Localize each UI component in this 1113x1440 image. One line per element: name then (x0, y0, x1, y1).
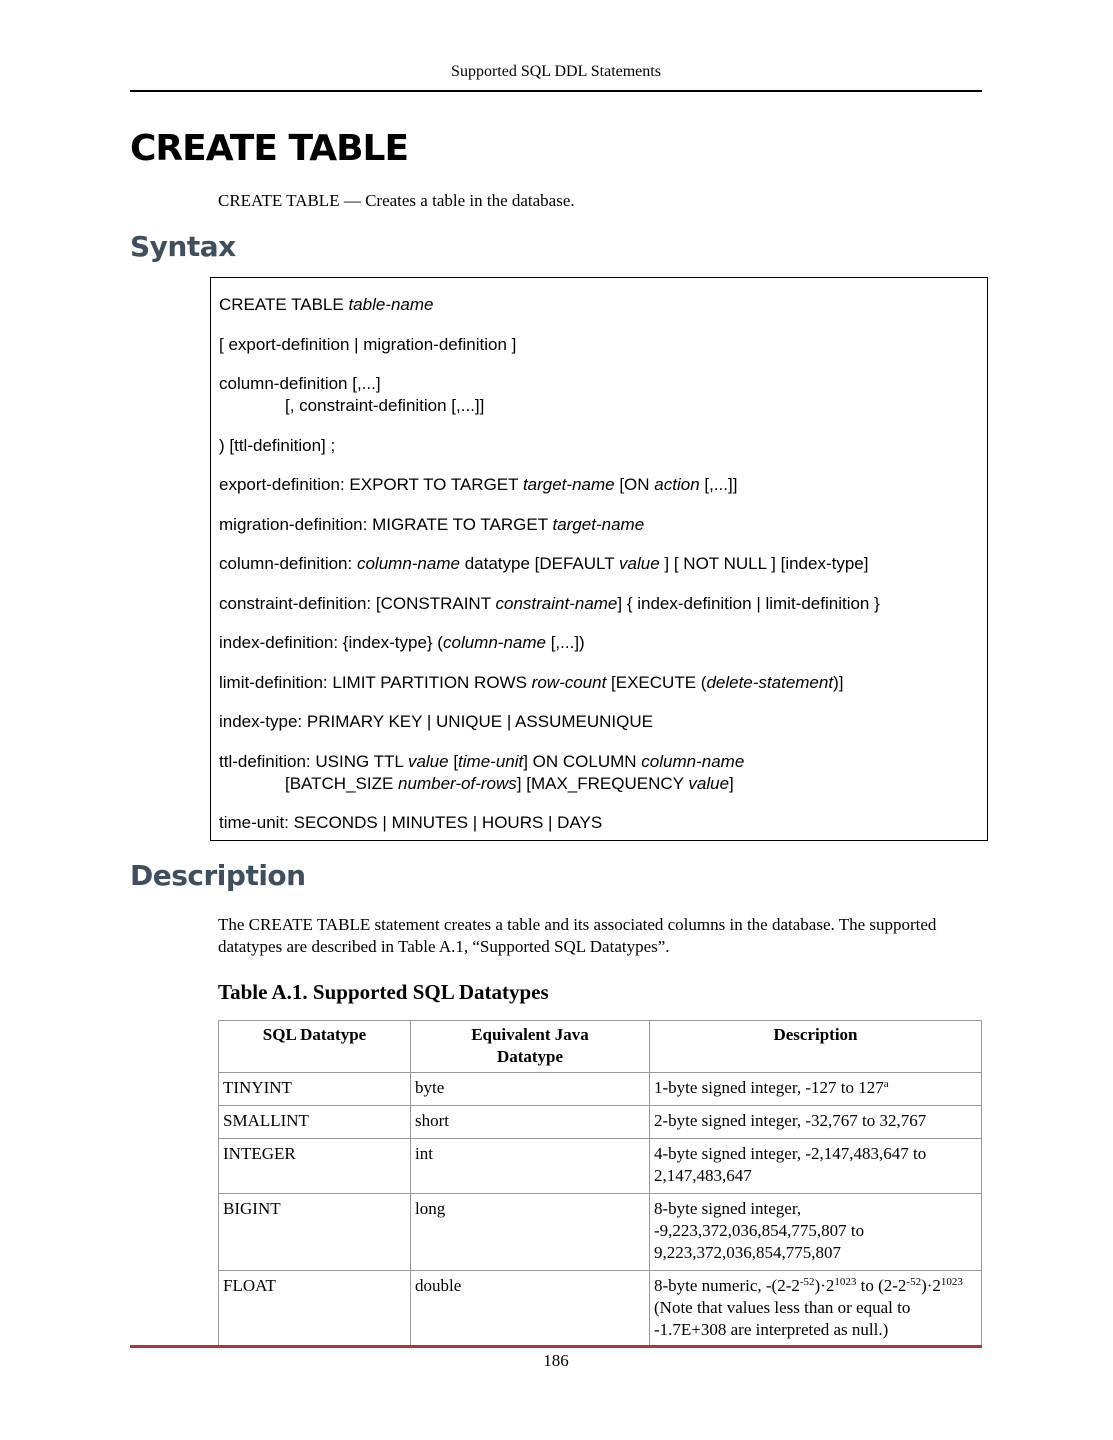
placeholder-term: column-name (442, 633, 546, 652)
table-row (219, 1073, 982, 1106)
header-rule (130, 90, 982, 92)
text-segment: ] ON COLUMN (523, 751, 642, 771)
placeholder-term: value (688, 773, 730, 793)
text-segment: 1-byte signed integer, -127 to 127 (654, 1078, 884, 1097)
syntax-line (219, 553, 987, 575)
syntax-text (219, 752, 744, 771)
cell-description (650, 1194, 982, 1271)
text-segment: [, constraint-definition [,...]] (285, 396, 485, 415)
text-segment: ] [ NOT NULL ] [index-type] (659, 554, 869, 573)
table-row (219, 1139, 982, 1194)
superscript: 1023 (834, 1276, 857, 1288)
text-segment: index-type: PRIMARY KEY | UNIQUE | ASSUMEUNIQUE (219, 712, 653, 731)
syntax-heading: Syntax (130, 230, 236, 263)
text-segment: 8-byte signed integer, -9,223,372,036,854,775,807 to 9,223,372,036,854,775,807 (654, 1199, 865, 1262)
cell-java-datatype: int (411, 1139, 650, 1194)
placeholder-term: delete-statement (706, 672, 834, 692)
placeholder-term: row-count (531, 672, 607, 692)
text-segment: ] (729, 773, 734, 793)
placeholder-term: value (407, 751, 449, 771)
text-segment: ttl-definition: USING TTL (219, 751, 408, 771)
placeholder-term: column-name (641, 751, 745, 771)
cell-description (650, 1271, 982, 1348)
table-header-row (219, 1021, 982, 1073)
syntax-text (219, 374, 381, 393)
cell-description (650, 1106, 982, 1139)
table-row (219, 1106, 982, 1139)
text-segment: column-definition [,...] (219, 374, 381, 393)
datatypes-table (218, 1020, 982, 1348)
placeholder-term: number-of-rows (398, 773, 517, 793)
description-paragraph: The CREATE TABLE statement creates a table and its associated columns in the database. The supported datatypes are described in Table A.1, “Supported SQL Datatypes”. (218, 915, 937, 956)
text-segment: 2-byte signed integer, -32,767 to 32,767 (654, 1111, 927, 1130)
syntax-continuation (219, 773, 987, 795)
table-row (219, 1194, 982, 1271)
placeholder-term: table-name (348, 295, 434, 314)
cell-java-datatype: short (411, 1106, 650, 1139)
text-segment: 4-byte signed integer, -2,147,483,647 to 2,147,483,647 (654, 1144, 927, 1185)
table-caption: Table A.1. Supported SQL Datatypes (218, 980, 549, 1004)
cell-java-datatype: long (411, 1194, 650, 1271)
syntax-text (219, 436, 335, 455)
text-segment: [,...]] (699, 475, 738, 494)
text-segment: )] (833, 672, 844, 692)
cell-java-datatype: double (411, 1271, 650, 1348)
syntax-line (219, 672, 987, 694)
text-segment: constraint-definition: [CONSTRAINT (219, 593, 496, 613)
cell-sql-datatype: SMALLINT (219, 1106, 411, 1139)
syntax-line (219, 812, 987, 834)
syntax-text (219, 515, 644, 534)
text-segment: [ON (614, 475, 655, 494)
text-segment: [EXECUTE ( (606, 672, 707, 692)
syntax-text (219, 594, 880, 613)
superscript: a (883, 1078, 889, 1090)
text-segment: export-definition: EXPORT TO TARGET (219, 475, 523, 494)
superscript: 1023 (940, 1276, 963, 1288)
superscript: -52 (906, 1276, 922, 1288)
page-title: CREATE TABLE (130, 128, 409, 169)
syntax-line (219, 435, 987, 457)
text-segment: time-unit: SECONDS | MINUTES | HOURS | DAYS (219, 813, 603, 832)
syntax-text (219, 813, 602, 832)
text-segment: [ export-definition | migration-definition ] (219, 334, 517, 354)
syntax-text (219, 475, 737, 494)
syntax-line (219, 294, 987, 316)
text-segment: ] { index-definition | limit-definition } (617, 593, 880, 613)
syntax-line (219, 474, 987, 496)
placeholder-term: constraint-name (495, 593, 618, 613)
text-segment: )·2 (814, 1276, 835, 1295)
cell-sql-datatype: INTEGER (219, 1139, 411, 1194)
syntax-text (219, 633, 585, 652)
text-segment: migration-definition: MIGRATE TO TARGET (219, 514, 553, 534)
table-row (219, 1271, 982, 1348)
placeholder-term: value (619, 554, 660, 573)
syntax-line (219, 711, 987, 733)
text-segment: ] [MAX_FREQUENCY (516, 773, 689, 793)
syntax-line (219, 373, 987, 417)
running-header: Supported SQL DDL Statements (451, 63, 661, 80)
text-segment: CREATE TABLE (219, 295, 349, 314)
syntax-continuation (219, 395, 987, 417)
cell-sql-datatype: TINYINT (219, 1073, 411, 1106)
text-segment: [BATCH_SIZE (285, 773, 399, 793)
syntax-line (219, 334, 987, 356)
text-segment: )·2 (921, 1276, 941, 1295)
placeholder-term: column-name (356, 554, 460, 573)
syntax-line (219, 593, 987, 615)
text-segment: to (2-2 (856, 1276, 907, 1295)
text-segment: [,...]) (545, 633, 585, 652)
text-segment: ) [ttl-definition] ; (219, 435, 336, 455)
cell-sql-datatype: FLOAT (219, 1271, 411, 1348)
superscript: -52 (799, 1276, 815, 1288)
page-subtitle: CREATE TABLE — Creates a table in the database. (218, 191, 575, 210)
footer-rule (130, 1345, 982, 1348)
syntax-text (219, 554, 868, 573)
syntax-text (219, 712, 653, 731)
text-segment: 8-byte numeric, -(2-2 (654, 1276, 800, 1295)
syntax-text (219, 673, 843, 692)
text-segment: datatype [DEFAULT (459, 554, 620, 573)
syntax-text (219, 335, 516, 354)
text-segment: index-definition: {index-type} ( (219, 633, 443, 652)
syntax-text (219, 295, 434, 314)
text-segment: column-definition: (219, 554, 357, 573)
col-header-description: Description (650, 1021, 982, 1073)
syntax-line (219, 632, 987, 654)
placeholder-term: target-name (552, 514, 645, 534)
syntax-line (219, 514, 987, 536)
text-segment: (Note that values less than or equal to -1.7E+308 are interpreted as null.) (654, 1298, 911, 1339)
placeholder-term: target-name (522, 475, 615, 494)
cell-sql-datatype: BIGINT (219, 1194, 411, 1271)
cell-description (650, 1139, 982, 1194)
cell-description (650, 1073, 982, 1106)
syntax-line (219, 751, 987, 795)
col-header-java: Equivalent Java Datatype (411, 1021, 650, 1073)
description-heading: Description (130, 859, 306, 892)
text-segment: [ (448, 751, 459, 771)
text-segment: limit-definition: LIMIT PARTITION ROWS (219, 672, 532, 692)
placeholder-term: time-unit (458, 751, 524, 771)
cell-java-datatype: byte (411, 1073, 650, 1106)
syntax-box (210, 277, 988, 841)
placeholder-term: action (654, 475, 700, 494)
col-header-sql: SQL Datatype (219, 1021, 411, 1073)
page-number: 186 (543, 1351, 569, 1370)
